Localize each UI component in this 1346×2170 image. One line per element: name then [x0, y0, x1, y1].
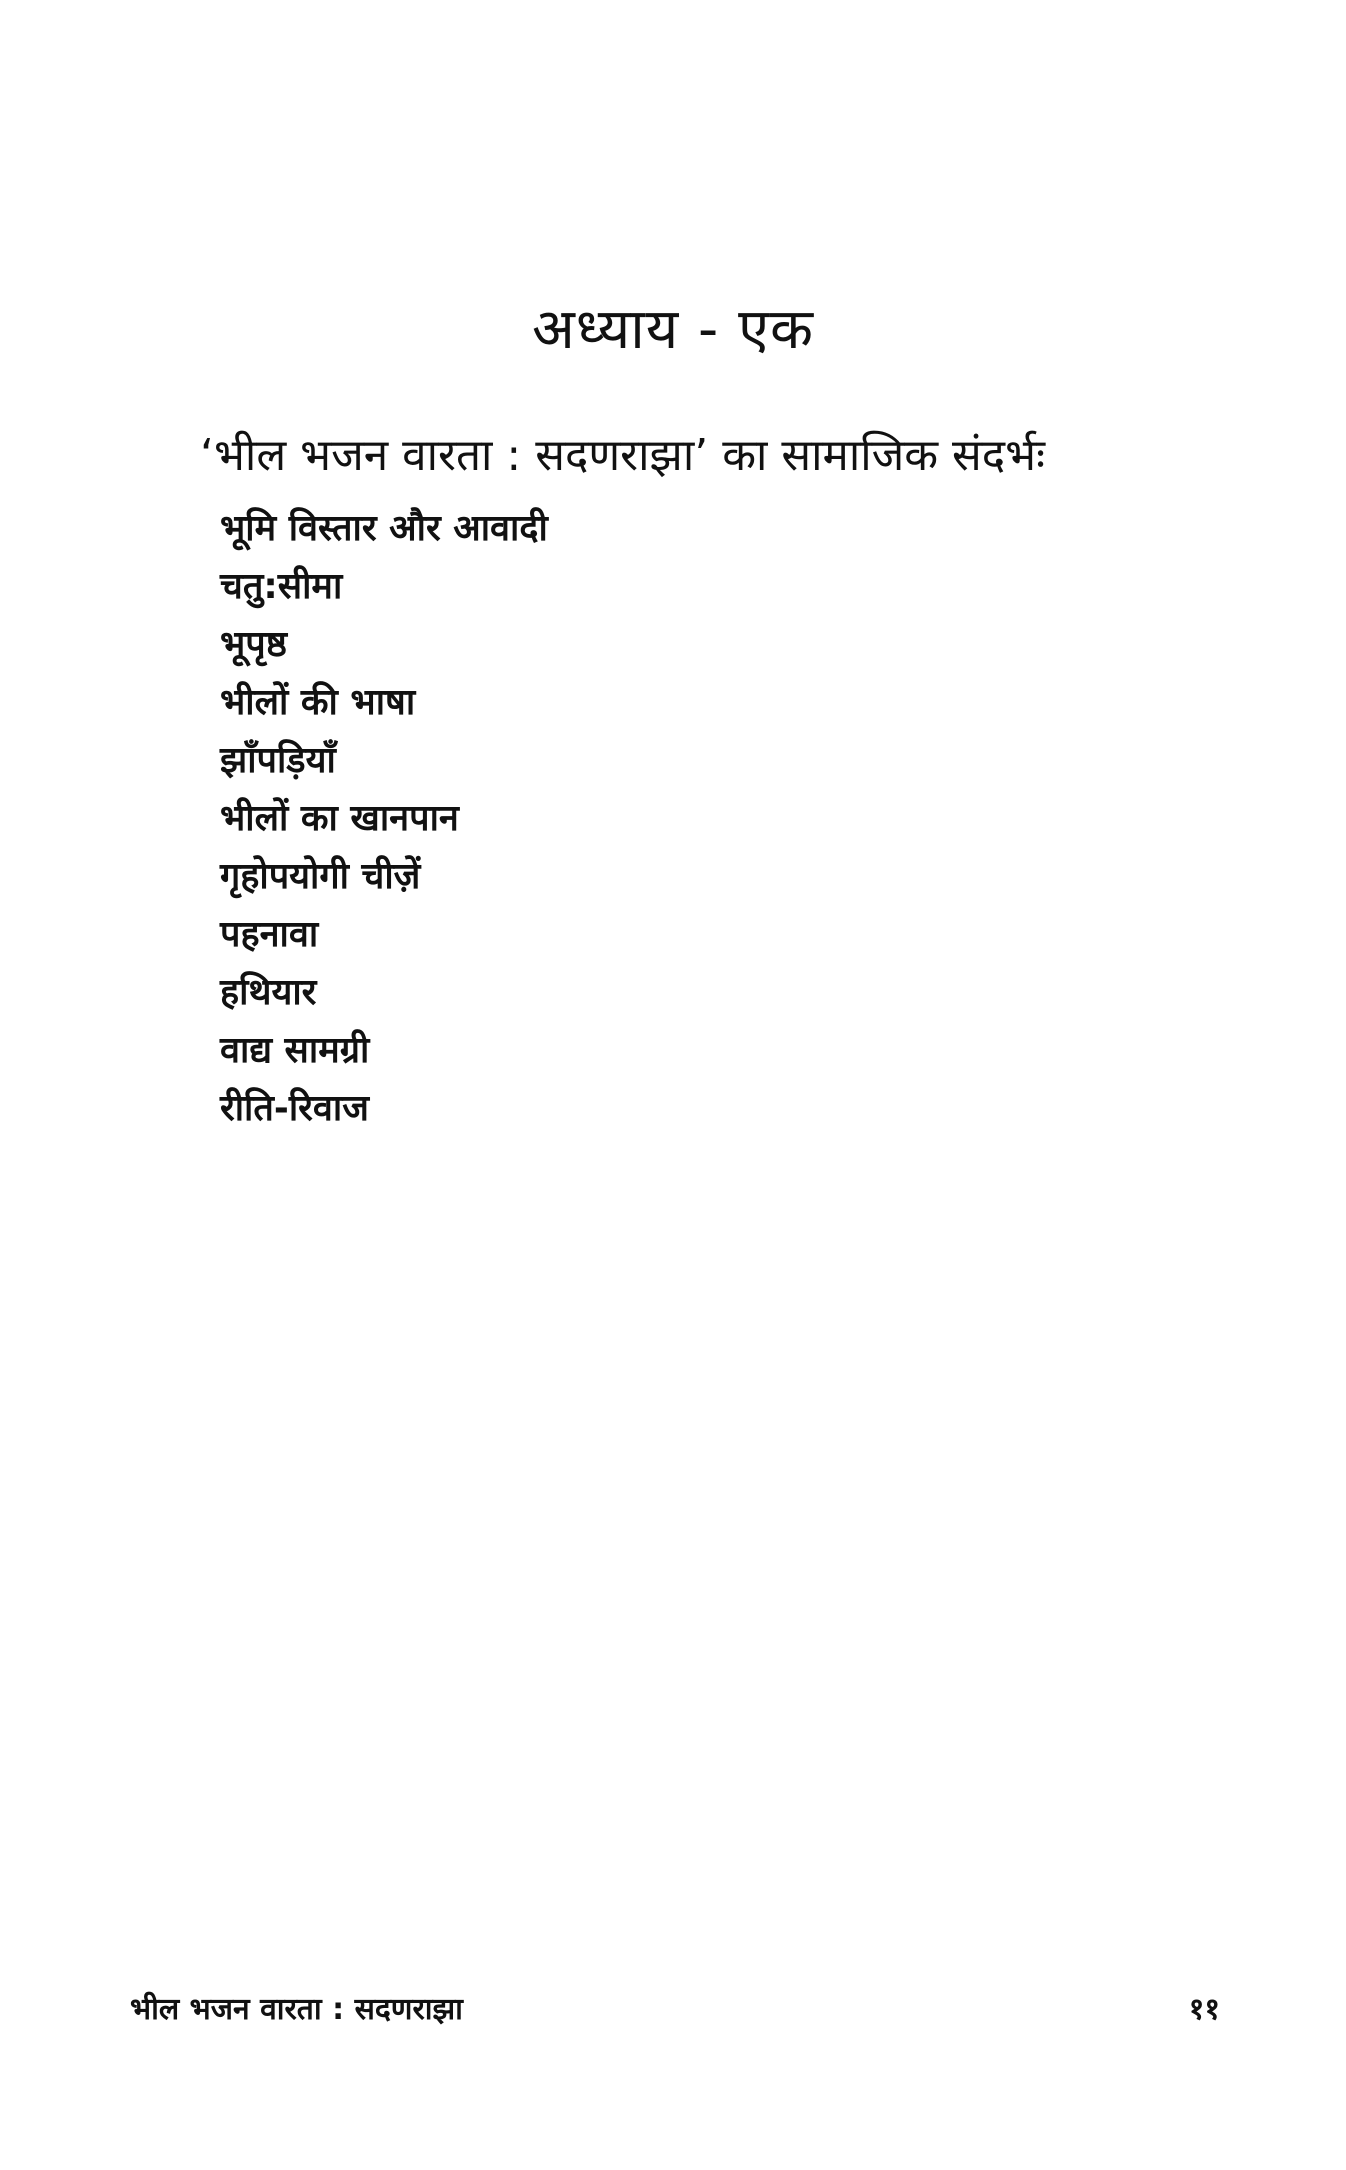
- topic-item: भूपृष्ठ: [220, 624, 287, 665]
- chapter-title: अध्याय - एक: [531, 296, 815, 362]
- page-footer: [130, 1985, 1220, 2035]
- topic-item: हथियार: [220, 972, 317, 1013]
- topic-item: पहनावा: [220, 914, 319, 955]
- topic-item: चतु:सीमा: [220, 566, 343, 607]
- footer-book-title: भील भजन वारता : सदणराझा: [130, 1992, 463, 2027]
- topic-item: भूमि विस्तार और आवादी: [220, 508, 548, 549]
- topic-item: झाँपड़ियाँ: [220, 740, 336, 781]
- topic-item: गृहोपयोगी चीज़ें: [220, 856, 421, 897]
- section-heading: ‘भील भजन वारता : सदणराझा’ का सामाजिक संदर्भः: [200, 430, 1045, 481]
- page-number: ११: [1188, 1992, 1220, 2027]
- topic-item: वाद्य सामग्री: [220, 1030, 370, 1071]
- topic-item: रीति-रिवाज: [220, 1088, 369, 1129]
- topic-item: भीलों का खानपान: [220, 798, 459, 839]
- topic-list: [220, 500, 548, 1138]
- topic-item: भीलों की भाषा: [220, 682, 416, 723]
